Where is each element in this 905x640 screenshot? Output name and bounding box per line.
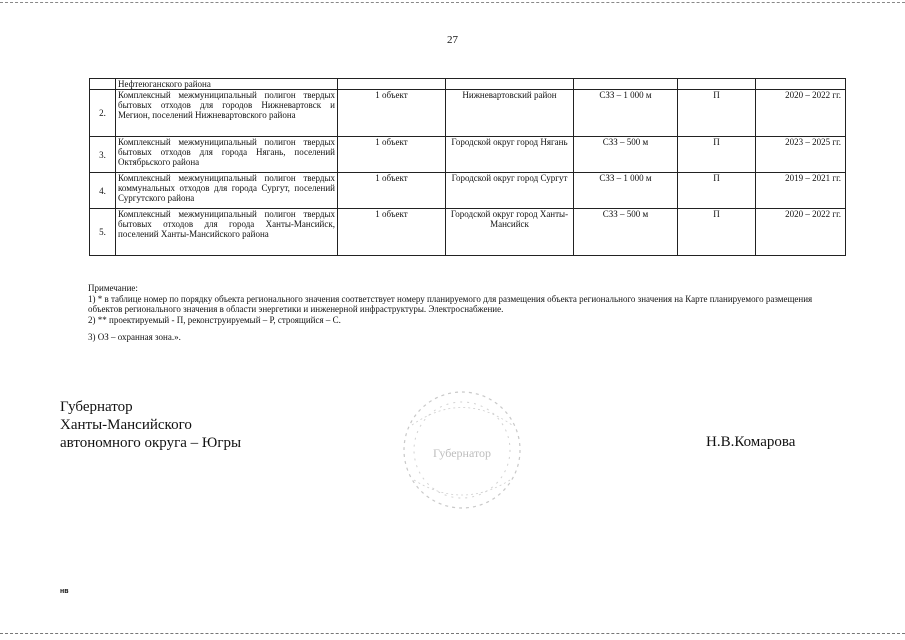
cell-zone: СЗЗ – 500 м <box>574 209 678 256</box>
bottom-edge-line <box>0 633 905 634</box>
cell-name: Комплексный межмуниципальный полигон твердых бытовых отходов для города Ханты-Мансийск, поселений Ханты-Мансийского района <box>116 209 338 256</box>
cell-zone: СЗЗ – 500 м <box>574 137 678 173</box>
cell-name: Нефтеюганского района <box>116 79 338 90</box>
cell-status: П <box>678 173 756 209</box>
cell-status: П <box>678 209 756 256</box>
table-row <box>90 173 846 209</box>
table-row-continuation <box>90 79 846 90</box>
cell-quantity: 1 объект <box>338 137 446 173</box>
cell-period: 2023 – 2025 гг. <box>756 137 846 173</box>
note-item-2: 2) ** проектируемый - П, реконструируемый – Р, строящийся – С. <box>88 314 341 325</box>
notes-heading: Примечание: <box>88 283 138 293</box>
table-row <box>90 137 846 173</box>
cell-location: Городской округ город Нягань <box>446 137 574 173</box>
cell-zone: СЗЗ – 1 000 м <box>574 90 678 137</box>
signer-title-line2: Ханты-Мансийского <box>60 417 192 433</box>
cell-period: 2020 – 2022 гг. <box>756 90 846 137</box>
cell-number: 4. <box>90 173 116 209</box>
cell-number: 3. <box>90 137 116 173</box>
cell-number: 5. <box>90 209 116 256</box>
cell-period: 2019 – 2021 гг. <box>756 173 846 209</box>
cell-quantity: 1 объект <box>338 90 446 137</box>
table-row <box>90 209 846 256</box>
official-stamp <box>392 385 532 515</box>
cell-location: Городской округ город Сургут <box>446 173 574 209</box>
cell-location: Городской округ город Ханты-Мансийск <box>446 209 574 256</box>
notes-section <box>88 283 848 343</box>
stamp-text: Губернатор <box>432 446 492 460</box>
footer-code: нв <box>60 588 69 595</box>
cell-number: 2. <box>90 90 116 137</box>
signature-block <box>60 398 241 452</box>
cell-location: Нижневартовский район <box>446 90 574 137</box>
note-item-1: 1) * в таблице номер по порядку объекта регионального значения соответствует номеру планируемого для размещения объекта регионального значения на Карте планируемого размещения объектов регионального значения в области энергетики и инженерной инфраструктуры. Электроснабжение. <box>88 293 813 314</box>
regional-objects-table <box>89 78 846 256</box>
cell-status: П <box>678 90 756 137</box>
cell-zone: СЗЗ – 1 000 м <box>574 173 678 209</box>
page-number: 27 <box>447 34 458 46</box>
cell-name: Комплексный межмуниципальный полигон твердых коммунальных отходов для города Сургут, поселений Сургутского района <box>116 173 338 209</box>
signer-title-line1: Губернатор <box>60 399 133 415</box>
note-item-3: 3) ОЗ – охранная зона.». <box>88 332 181 342</box>
signer-name: Н.В.Комарова <box>706 434 796 450</box>
cell-name: Комплексный межмуниципальный полигон твердых бытовых отходов для городов Нижневартовск и Мегион, поселений Нижневартовского района <box>116 90 338 137</box>
top-edge-line <box>0 2 905 3</box>
cell-status: П <box>678 137 756 173</box>
signer-title-line3: автономного округа – Югры <box>60 435 242 451</box>
cell-quantity: 1 объект <box>338 209 446 256</box>
cell-quantity: 1 объект <box>338 173 446 209</box>
cell-period: 2020 – 2022 гг. <box>756 209 846 256</box>
cell-name: Комплексный межмуниципальный полигон твердых бытовых отходов для города Нягань, поселений Октябрьского района <box>116 137 338 173</box>
table-row <box>90 90 846 137</box>
